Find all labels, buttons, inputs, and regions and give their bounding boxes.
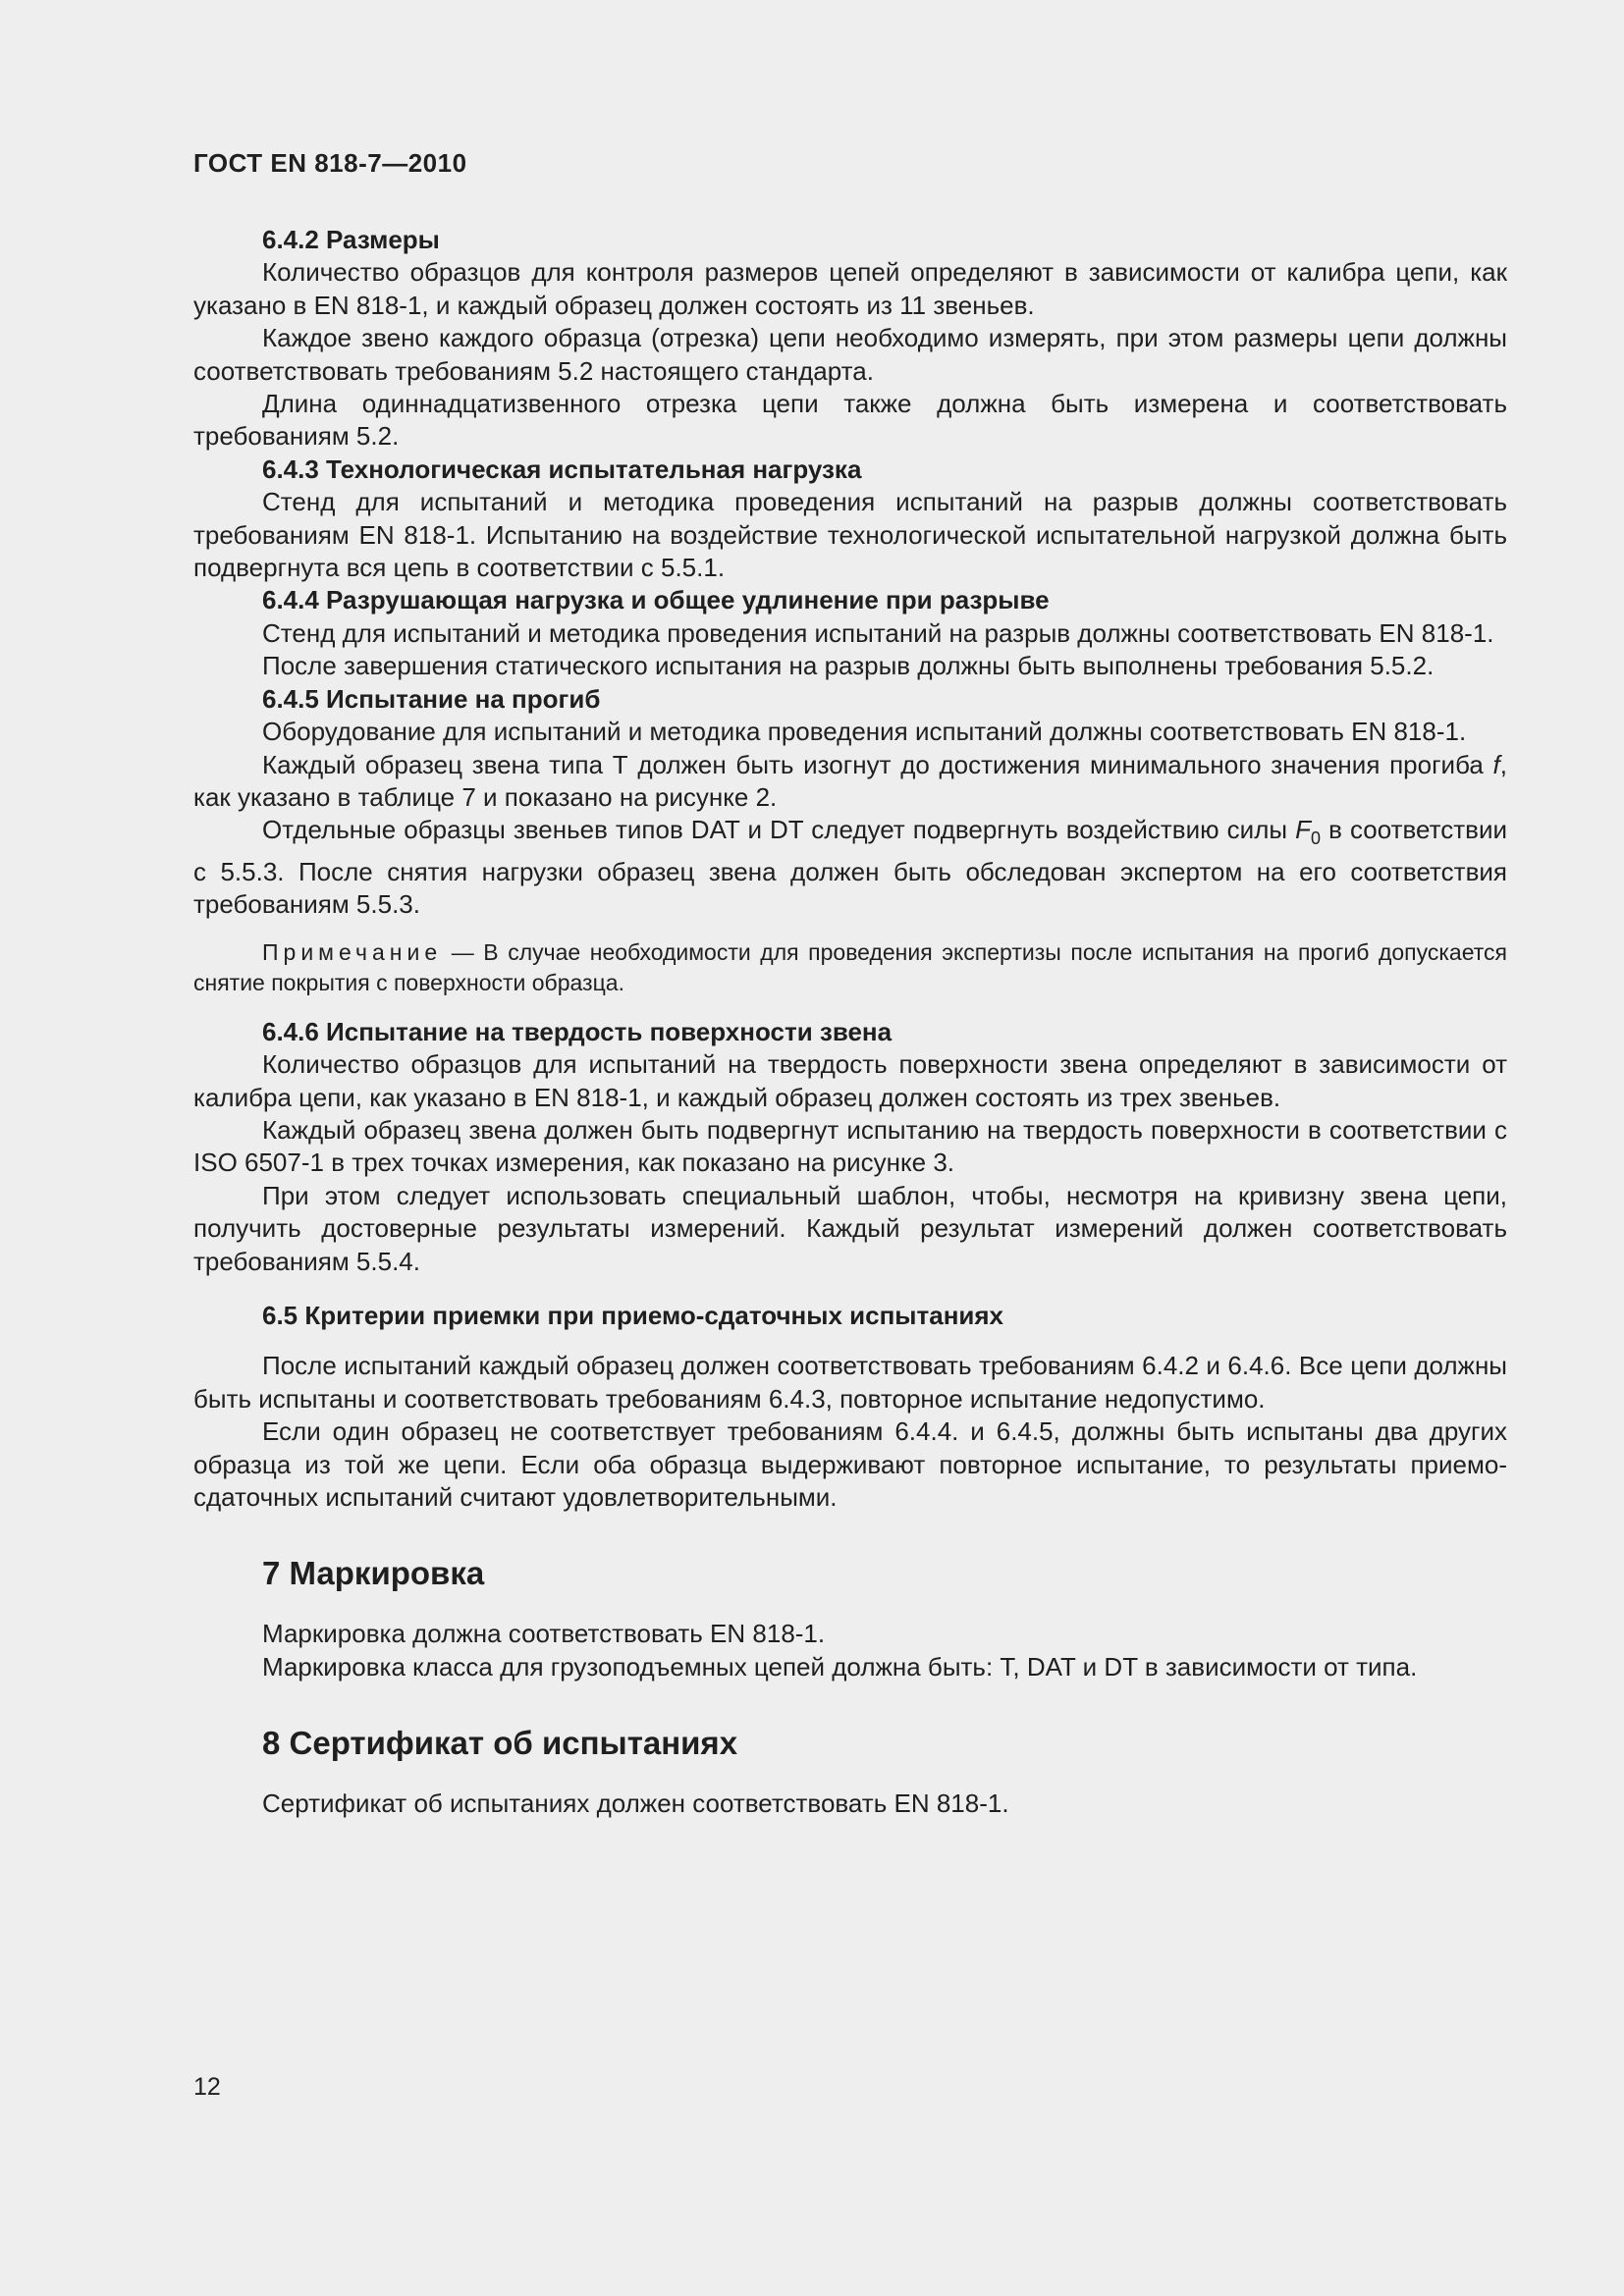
- paragraph: Отдельные образцы звеньев типов DAT и DT следует подвергнуть воздействию силы $F_0$ в соответствии с 5.5.3. После снятия нагрузки образец звена должен быть обследован экспертом на его соответствия требованиям 5.5.3.: [193, 815, 1507, 920]
- paragraph: Если один образец не соответствует требованиям 6.4.4. и 6.4.5, должны быть испытаны два других образца из той же цепи. Если оба образца выдерживают повторное испытание, то результаты приемо-сдаточных испытаний считают удовлетворительными.: [193, 1416, 1507, 1512]
- section-heading-6-4-3: 6.4.3 Технологическая испытательная нагрузка: [262, 454, 862, 484]
- paragraph: При этом следует использовать специальный шаблон, чтобы, несмотря на кривизну звена цепи, получить достоверные результаты измерений. Каждый результат измерений должен соответствовать требованиям 5.5.4.: [193, 1180, 1507, 1276]
- paragraph: Маркировка должна соответствовать EN 818-1.: [262, 1619, 826, 1649]
- paragraph: Маркировка класса для грузоподъемных цепей должна быть: Т, DAT и DT в зависимости от типа.: [262, 1651, 1418, 1682]
- note-label: Примечание: [262, 938, 443, 965]
- section-heading-6-4-6: 6.4.6 Испытание на твердость поверхности звена: [262, 1016, 893, 1046]
- paragraph: Количество образцов для контроля размеров цепей определяют в зависимости от калибра цепи, как указано в EN 818-1, и каждый образец должен состоять из 11 звеньев.: [193, 257, 1507, 320]
- paragraph: После завершения статического испытания на разрыв должны быть выполнены требования 5.5.2.: [262, 651, 1435, 681]
- paragraph: Сертификат об испытаниях должен соответствовать EN 818-1.: [262, 1789, 1009, 1819]
- note: [193, 937, 1507, 998]
- document-body: [193, 224, 1507, 1821]
- paragraph: Количество образцов для испытаний на твердость поверхности звена определяют в зависимости от калибра цепи, как указано в EN 818-1, и каждый образец должен состоять из трех звеньев.: [193, 1049, 1507, 1112]
- document-header: ГОСТ EN 818-7—2010: [193, 148, 467, 178]
- section-heading-6-5: 6.5 Критерии приемки при приемо-сдаточных испытаниях: [262, 1300, 1004, 1330]
- symbol-F0: F: [1295, 815, 1312, 845]
- paragraph: Каждый образец звена должен быть подвергнут испытанию на твердость поверхности в соответствии с ISO 6507-1 в трех точках измерения, как показано на рисунке 3.: [193, 1114, 1507, 1178]
- section-heading-6-4-4: 6.4.4 Разрушающая нагрузка и общее удлинение при разрыве: [262, 585, 1050, 615]
- section-heading-6-4-5: 6.4.5 Испытание на прогиб: [262, 683, 601, 714]
- paragraph: Каждое звено каждого образца (отрезка) цепи необходимо измерять, при этом размеры цепи должны соответствовать требованиям 5.2 настоящего стандарта.: [193, 323, 1507, 386]
- paragraph: Стенд для испытаний и методика проведения испытаний на разрыв должны соответствовать требованиям EN 818-1. Испытанию на воздействие технологической испытательной нагрузкой должна быть подвергнута вся цепь в соответствии с 5.5.1.: [193, 487, 1507, 583]
- paragraph: Оборудование для испытаний и методика проведения испытаний должны соответствовать EN 818-1.: [262, 717, 1467, 747]
- paragraph: Стенд для испытаний и методика проведения испытаний на разрыв должны соответствовать EN 818-1.: [262, 617, 1494, 648]
- section-heading-8: 8 Сертификат об испытаниях: [262, 1725, 738, 1762]
- page-number: 12: [193, 2073, 221, 2101]
- paragraph: Каждый образец звена типа Т должен быть изогнут до достижения минимального значения прогиба f, как указано в таблице 7 и показано на рисунке 2.: [193, 749, 1507, 812]
- symbol-f: f: [1492, 749, 1500, 779]
- paragraph: Длина одиннадцатизвенного отрезка цепи также должна быть измерена и соответствовать требованиям 5.2.: [193, 389, 1507, 452]
- section-heading-7: 7 Маркировка: [262, 1555, 485, 1592]
- paragraph: После испытаний каждый образец должен соответствовать требованиям 6.4.2 и 6.4.6. Все цепи должны быть испытаны и соответствовать требованиям 6.4.3, повторное испытание недопустимо.: [193, 1351, 1507, 1414]
- section-heading-6-4-2: 6.4.2 Размеры: [262, 225, 440, 254]
- note-text: — В случае необходимости для проведения экспертизы после испытания на прогиб допускается снятие покрытия с поверхности образца.: [193, 938, 1507, 995]
